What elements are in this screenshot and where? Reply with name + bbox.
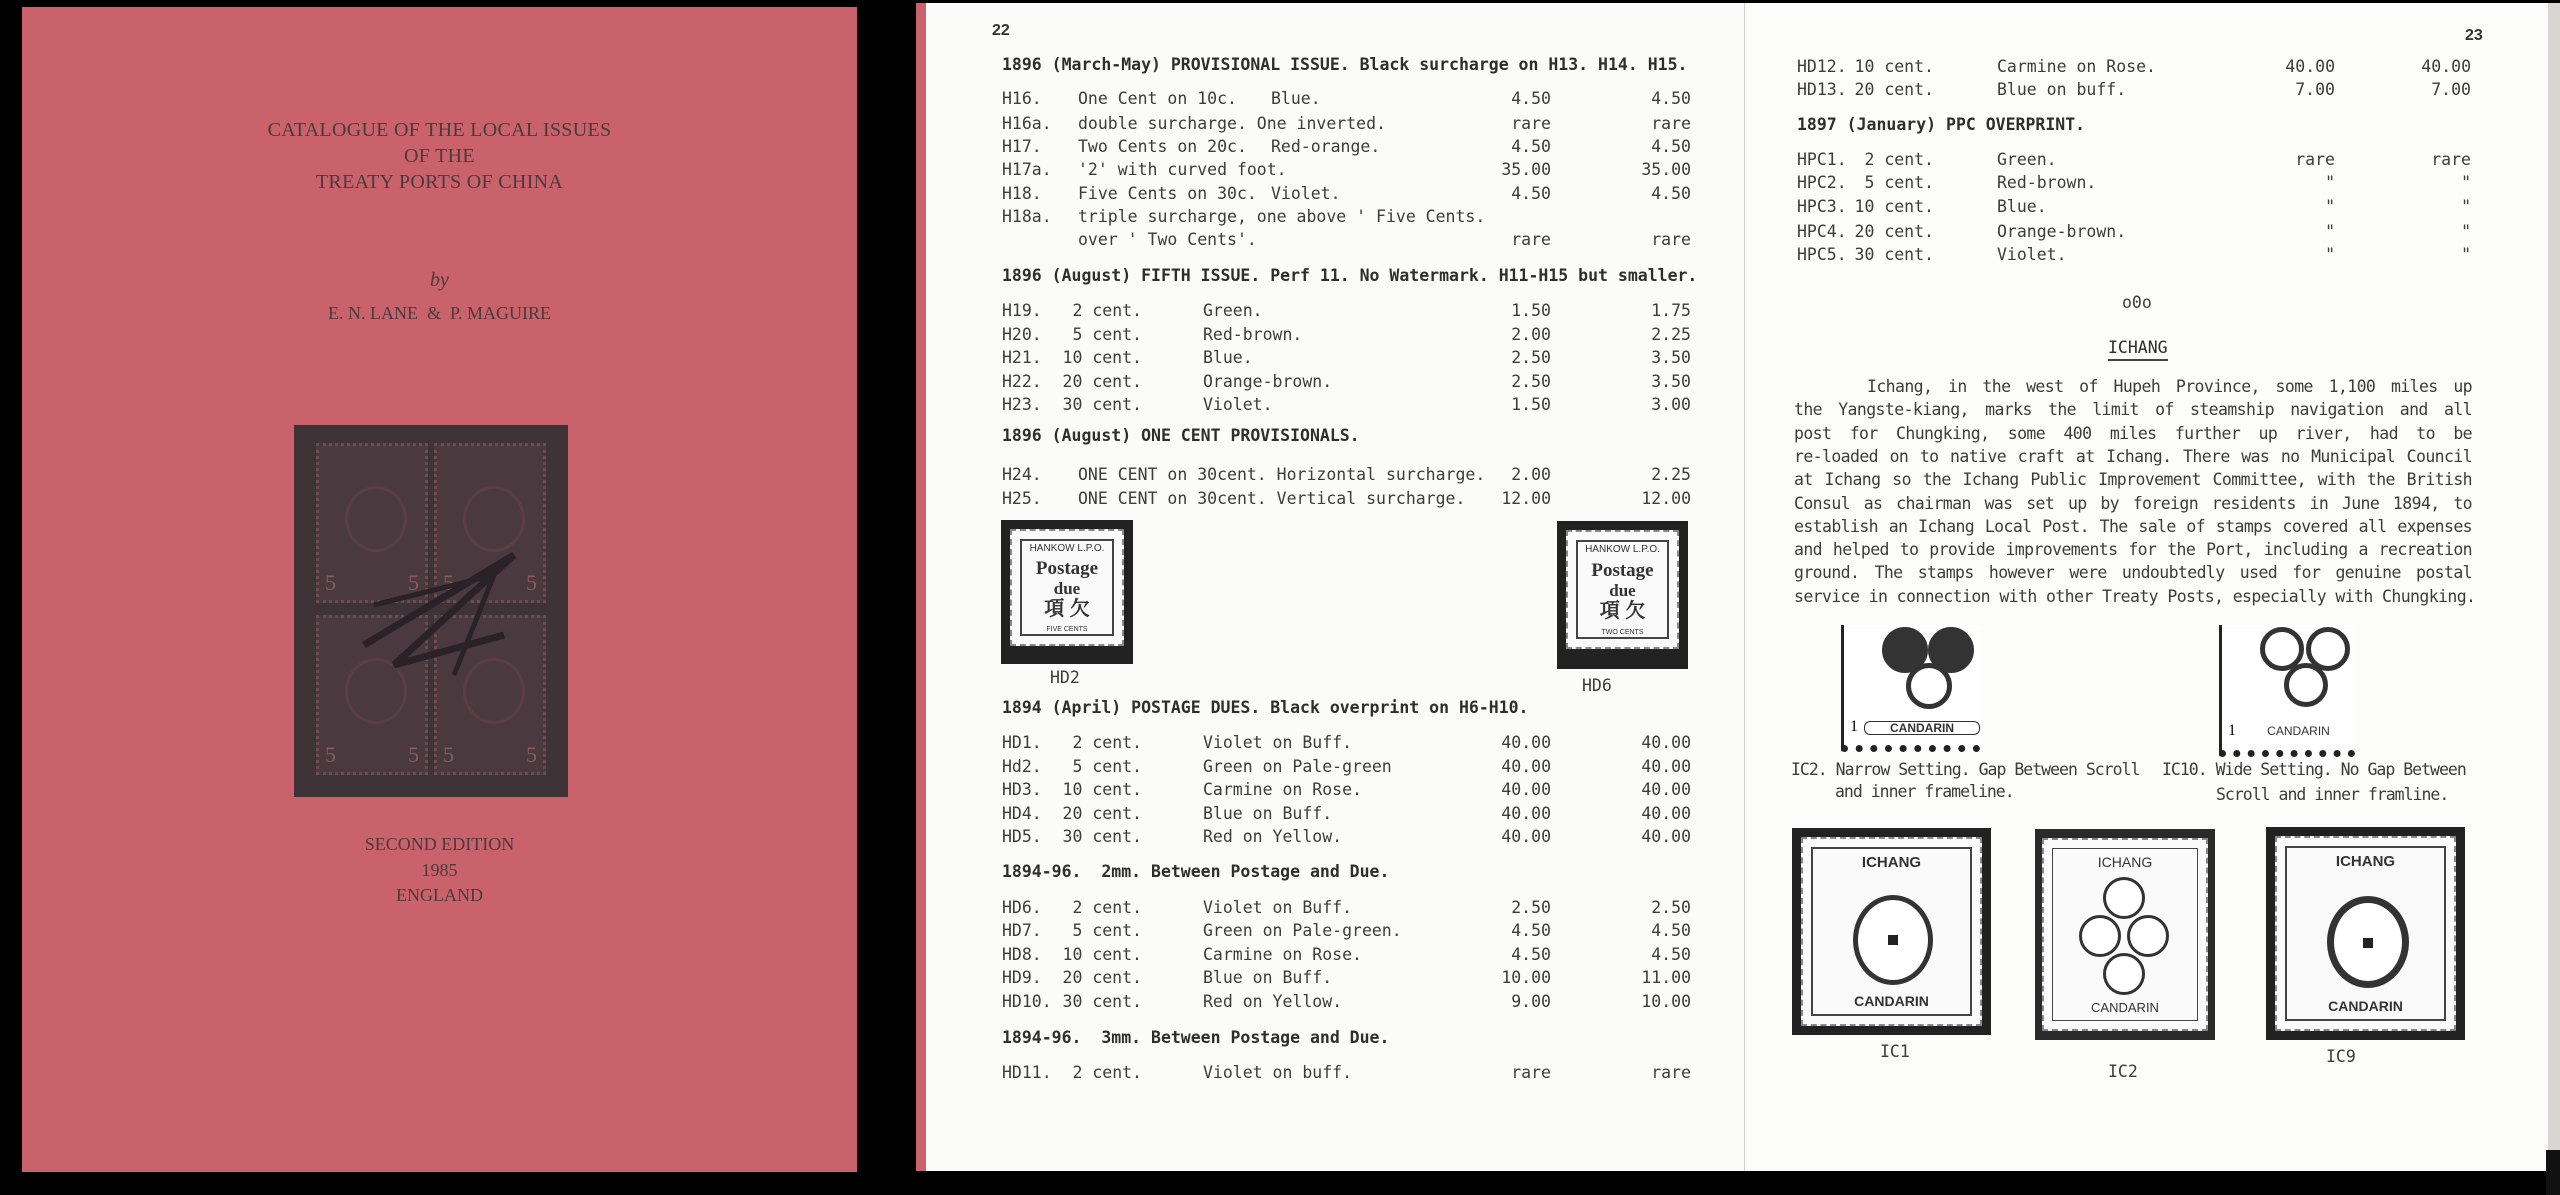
- paragraph-line: post for Chungking, some 400 miles further up river, had to be: [1794, 423, 2472, 443]
- book-cover: [22, 7, 857, 1172]
- stamp-image-ic9: ICHANG CANDARIN: [2266, 827, 2465, 1040]
- item-colour: Red-orange.: [1271, 137, 1381, 156]
- catalogue-number: H16.: [1002, 89, 1042, 108]
- price-unused: 2.50: [1511, 372, 1551, 391]
- price-unused: 2.50: [1511, 898, 1551, 917]
- price-unused: 40.00: [1501, 827, 1551, 846]
- catalogue-number: HPC3.: [1797, 197, 1847, 216]
- catalogue-number: H17a.: [1002, 160, 1052, 179]
- item-denomination: 10 cent.: [1854, 197, 1934, 216]
- stamp-image-ic1: ICHANG CANDARIN: [1792, 828, 1991, 1035]
- price-unused: 35.00: [1501, 160, 1551, 179]
- item-colour: Red on Yellow.: [1203, 992, 1343, 1011]
- paragraph-line: re-loaded on to native craft at Ichang. There was no Municipal Council: [1794, 446, 2472, 466]
- item-denomination: 2 cent.: [1072, 1063, 1142, 1082]
- item-denomination: 20 cent.: [1062, 804, 1142, 823]
- catalogue-number: H19.: [1002, 301, 1042, 320]
- section-title: ICHANG: [2108, 338, 2168, 361]
- catalogue-number: Hd2.: [1002, 757, 1042, 776]
- catalogue-number: H23.: [1002, 395, 1042, 414]
- price-unused: 40.00: [1501, 733, 1551, 752]
- price-used: 35.00: [1641, 160, 1691, 179]
- cover-title-line: TREATY PORTS OF CHINA: [315, 171, 564, 193]
- paragraph-line: service in connection with other Treaty Posts, especially with Chungking.: [1794, 586, 2476, 606]
- item-denomination: 5 cent.: [1072, 921, 1142, 940]
- catalogue-number: HD6.: [1002, 898, 1042, 917]
- price-used: 3.00: [1651, 395, 1691, 414]
- item-denomination: 2 cent.: [1072, 301, 1142, 320]
- price-unused: rare: [2295, 150, 2335, 169]
- price-unused: ": [2325, 197, 2335, 216]
- stamp-image-hd2: HANKOW L.P.O. Postage due 項 欠 FIVE CENTS: [1001, 520, 1133, 664]
- cover-year: 1985: [421, 860, 458, 880]
- paragraph-line: at Ichang so the Ichang Public Improvement Committee, with the British: [1794, 470, 2472, 490]
- section-heading: 1896 (March-May) PROVISIONAL ISSUE. Black surcharge on H13. H14. H15.: [1002, 55, 1688, 74]
- price-used: ": [2461, 222, 2471, 241]
- cover-title-line: CATALOGUE OF THE LOCAL ISSUES: [267, 119, 612, 141]
- cover-stamp-block-image: 5 5 5 5 5 5 5 5: [294, 425, 568, 797]
- item-description: triple surcharge, one above ' Five Cents.: [1078, 207, 1486, 226]
- price-unused: 9.00: [1511, 992, 1551, 1011]
- catalogue-number: HPC2.: [1797, 173, 1847, 192]
- price-unused: 1.50: [1511, 395, 1551, 414]
- section-heading: 1897 (January) PPC OVERPRINT.: [1797, 115, 2086, 134]
- price-used: 40.00: [1641, 804, 1691, 823]
- item-denomination: 5 cent.: [1072, 325, 1142, 344]
- price-used: 4.50: [1651, 945, 1691, 964]
- item-colour: Violet on Buff.: [1203, 898, 1353, 917]
- section-heading: 1894-96. 2mm. Between Postage and Due.: [1002, 862, 1390, 881]
- catalogue-number: HD4.: [1002, 804, 1042, 823]
- item-denomination: 10 cent.: [1062, 348, 1142, 367]
- item-denomination: 20 cent.: [1062, 372, 1142, 391]
- price-unused: ": [2325, 222, 2335, 241]
- item-colour: Orange-brown.: [1997, 222, 2127, 241]
- item-colour: Blue on Buff.: [1203, 804, 1333, 823]
- item-denomination: 20 cent.: [1062, 968, 1142, 987]
- price-used: 4.50: [1651, 184, 1691, 203]
- item-description: ONE CENT on 30cent. Vertical surcharge.: [1078, 489, 1466, 508]
- price-used: 40.00: [1641, 757, 1691, 776]
- price-unused: 4.50: [1511, 921, 1551, 940]
- cover-country: ENGLAND: [396, 885, 483, 905]
- item-description: double surcharge. One inverted.: [1078, 114, 1386, 133]
- price-used: rare: [1651, 1063, 1691, 1082]
- background-corner: [2546, 1150, 2560, 1195]
- price-unused: 4.50: [1511, 945, 1551, 964]
- catalogue-number: HD10.: [1002, 992, 1052, 1011]
- figure-caption: IC2. Narrow Setting. Gap Between Scroll: [1791, 760, 2140, 779]
- catalogue-number: HPC1.: [1797, 150, 1847, 169]
- price-used: 2.25: [1651, 325, 1691, 344]
- paragraph-line: Ichang, in the west of Hupeh Province, some 1,100 miles up: [1867, 377, 2472, 396]
- price-unused: 2.00: [1511, 465, 1551, 484]
- price-used: 10.00: [1641, 992, 1691, 1011]
- item-colour: Violet.: [1997, 245, 2067, 264]
- catalogue-number: H25.: [1002, 489, 1042, 508]
- cover-by: by: [430, 269, 449, 291]
- stamp-image-ic2: ICHANG CANDARIN: [2035, 829, 2215, 1040]
- item-colour: Green on Pale-green: [1203, 757, 1392, 776]
- item-colour: Violet.: [1271, 184, 1341, 203]
- price-unused: 40.00: [2285, 57, 2335, 76]
- price-used: rare: [1651, 230, 1691, 249]
- price-used: rare: [2431, 150, 2471, 169]
- item-colour: Carmine on Rose.: [1997, 57, 2156, 76]
- stamp-detail-ic2: CANDARIN 1: [1841, 625, 1980, 752]
- item-colour: Orange-brown.: [1203, 372, 1333, 391]
- paragraph-line: establish an Ichang Local Post. The sale of stamps covered all expenses: [1794, 516, 2472, 536]
- price-used: 1.75: [1651, 301, 1691, 320]
- item-colour: Violet on Buff.: [1203, 733, 1353, 752]
- section-heading: 1896 (August) ONE CENT PROVISIONALS.: [1002, 426, 1360, 445]
- catalogue-number: HD5.: [1002, 827, 1042, 846]
- item-colour: Violet on buff.: [1203, 1063, 1353, 1082]
- price-used: 4.50: [1651, 137, 1691, 156]
- item-denomination: 30 cent.: [1062, 395, 1142, 414]
- catalogue-number: H21.: [1002, 348, 1042, 367]
- catalogue-number: HD3.: [1002, 780, 1042, 799]
- price-used: 4.50: [1651, 89, 1691, 108]
- section-heading: 1896 (August) FIFTH ISSUE. Perf 11. No Watermark. H11-H15 but smaller.: [1002, 266, 1698, 285]
- figure-caption: and inner frameline.: [1835, 782, 2014, 801]
- price-unused: 10.00: [1501, 968, 1551, 987]
- price-unused: ": [2325, 245, 2335, 264]
- price-used: 12.00: [1641, 489, 1691, 508]
- price-unused: rare: [1511, 114, 1551, 133]
- item-denomination: 10 cent.: [1854, 57, 1934, 76]
- item-description: One Cent on 10c.: [1078, 89, 1237, 108]
- item-description: ONE CENT on 30cent. Horizontal surcharge.: [1078, 465, 1486, 484]
- figure-caption: HD2: [1050, 668, 1080, 687]
- page-number: 22: [992, 22, 1010, 39]
- stamp-detail-ic10: CANDARIN 1: [2219, 625, 2355, 757]
- price-unused: 2.00: [1511, 325, 1551, 344]
- price-used: 2.50: [1651, 898, 1691, 917]
- item-denomination: 10 cent.: [1062, 780, 1142, 799]
- item-colour: Red-brown.: [1203, 325, 1303, 344]
- item-colour: Blue on Buff.: [1203, 968, 1333, 987]
- item-colour: Blue.: [1203, 348, 1253, 367]
- catalogue-number: HD9.: [1002, 968, 1042, 987]
- item-colour: Green on Pale-green.: [1203, 921, 1402, 940]
- price-unused: 2.50: [1511, 348, 1551, 367]
- item-colour: Blue.: [1997, 197, 2047, 216]
- catalogue-number: HD11.: [1002, 1063, 1052, 1082]
- catalogue-number: H18.: [1002, 184, 1042, 203]
- price-unused: 40.00: [1501, 757, 1551, 776]
- price-unused: ": [2325, 173, 2335, 192]
- item-description: over ' Two Cents'.: [1078, 230, 1257, 249]
- price-used: rare: [1651, 114, 1691, 133]
- price-used: 40.00: [1641, 733, 1691, 752]
- item-denomination: 30 cent.: [1062, 992, 1142, 1011]
- catalogue-number: H18a.: [1002, 207, 1052, 226]
- item-description: '2' with curved foot.: [1078, 160, 1287, 179]
- catalogue-number: H22.: [1002, 372, 1042, 391]
- price-used: 40.00: [2421, 57, 2471, 76]
- figure-caption: IC9: [2326, 1047, 2356, 1066]
- catalogue-number: HD1.: [1002, 733, 1042, 752]
- price-unused: 4.50: [1511, 184, 1551, 203]
- item-colour: Green.: [1203, 301, 1263, 320]
- item-colour: Blue.: [1271, 89, 1321, 108]
- item-colour: Red-brown.: [1997, 173, 2097, 192]
- item-colour: Carmine on Rose.: [1203, 780, 1362, 799]
- figure-caption: IC1: [1880, 1042, 1910, 1061]
- cancellation-mark: [354, 535, 524, 685]
- figure-caption: Scroll and inner framline.: [2216, 785, 2449, 804]
- page-number: 23: [2465, 27, 2483, 44]
- price-used: 40.00: [1641, 780, 1691, 799]
- item-colour: Carmine on Rose.: [1203, 945, 1362, 964]
- item-description: Two Cents on 20c.: [1078, 137, 1247, 156]
- catalogue-number: HD8.: [1002, 945, 1042, 964]
- catalogue-number: HPC4.: [1797, 222, 1847, 241]
- price-unused: 12.00: [1501, 489, 1551, 508]
- item-denomination: 20 cent.: [1854, 80, 1934, 99]
- price-used: ": [2461, 173, 2471, 192]
- figure-caption: HD6: [1582, 676, 1612, 695]
- catalogue-number: H20.: [1002, 325, 1042, 344]
- price-used: 11.00: [1641, 968, 1691, 987]
- price-used: ": [2461, 197, 2471, 216]
- price-used: 3.50: [1651, 372, 1691, 391]
- paragraph-line: the Yangste-kiang, marks the limit of steamship navigation and all: [1794, 400, 2472, 420]
- price-unused: 7.00: [2295, 80, 2335, 99]
- item-description: Five Cents on 30c.: [1078, 184, 1257, 203]
- paragraph-line: and helped to provide improvements for the Port, including a recreation: [1794, 540, 2472, 560]
- catalogue-number: H16a.: [1002, 114, 1052, 133]
- price-unused: rare: [1511, 1063, 1551, 1082]
- price-unused: rare: [1511, 230, 1551, 249]
- item-denomination: 20 cent.: [1854, 222, 1934, 241]
- section-separator: o0o: [2122, 293, 2152, 312]
- price-unused: 4.50: [1511, 89, 1551, 108]
- price-used: 7.00: [2431, 80, 2471, 99]
- item-denomination: 30 cent.: [1854, 245, 1934, 264]
- cover-edition: SECOND EDITION: [364, 834, 515, 854]
- stamp-image-hd6: HANKOW L.P.O. Postage due 項 欠 TWO CENTS: [1557, 521, 1688, 669]
- section-heading: 1894-96. 3mm. Between Postage and Due.: [1002, 1028, 1390, 1047]
- catalogue-number: HD13.: [1797, 80, 1847, 99]
- item-denomination: 30 cent.: [1062, 827, 1142, 846]
- price-unused: 40.00: [1501, 804, 1551, 823]
- item-denomination: 2 cent.: [1864, 150, 1934, 169]
- item-colour: Violet.: [1203, 395, 1273, 414]
- paragraph-line: Consul as chairman was set up by foreign residents in June 1894, to: [1794, 493, 2472, 513]
- catalogue-number: H24.: [1002, 465, 1042, 484]
- price-used: 2.25: [1651, 465, 1691, 484]
- price-unused: 1.50: [1511, 301, 1551, 320]
- item-denomination: 2 cent.: [1072, 733, 1142, 752]
- item-denomination: 5 cent.: [1072, 757, 1142, 776]
- price-used: ": [2461, 245, 2471, 264]
- paragraph-line: ground. The stamps however were undoubtedly used for genuine postal: [1794, 563, 2472, 583]
- item-denomination: 5 cent.: [1864, 173, 1934, 192]
- item-colour: Green.: [1997, 150, 2057, 169]
- figure-caption: IC10. Wide Setting. No Gap Between: [2162, 760, 2466, 779]
- price-unused: 4.50: [1511, 137, 1551, 156]
- price-used: 40.00: [1641, 827, 1691, 846]
- item-denomination: 10 cent.: [1062, 945, 1142, 964]
- catalogue-number: H17.: [1002, 137, 1042, 156]
- catalogue-number: HPC5.: [1797, 245, 1847, 264]
- item-colour: Blue on buff.: [1997, 80, 2127, 99]
- catalogue-number: HD12.: [1797, 57, 1847, 76]
- item-colour: Red on Yellow.: [1203, 827, 1343, 846]
- catalogue-number: HD7.: [1002, 921, 1042, 940]
- price-unused: 40.00: [1501, 780, 1551, 799]
- cover-authors: E. N. LANE & P. MAGUIRE: [328, 303, 551, 323]
- price-used: 3.50: [1651, 348, 1691, 367]
- section-heading: 1894 (April) POSTAGE DUES. Black overprint on H6-H10.: [1002, 698, 1529, 717]
- figure-caption: IC2: [2108, 1062, 2138, 1081]
- price-used: 4.50: [1651, 921, 1691, 940]
- item-denomination: 2 cent.: [1072, 898, 1142, 917]
- cover-title-line: OF THE: [404, 145, 475, 167]
- page-edge: [2548, 3, 2560, 1153]
